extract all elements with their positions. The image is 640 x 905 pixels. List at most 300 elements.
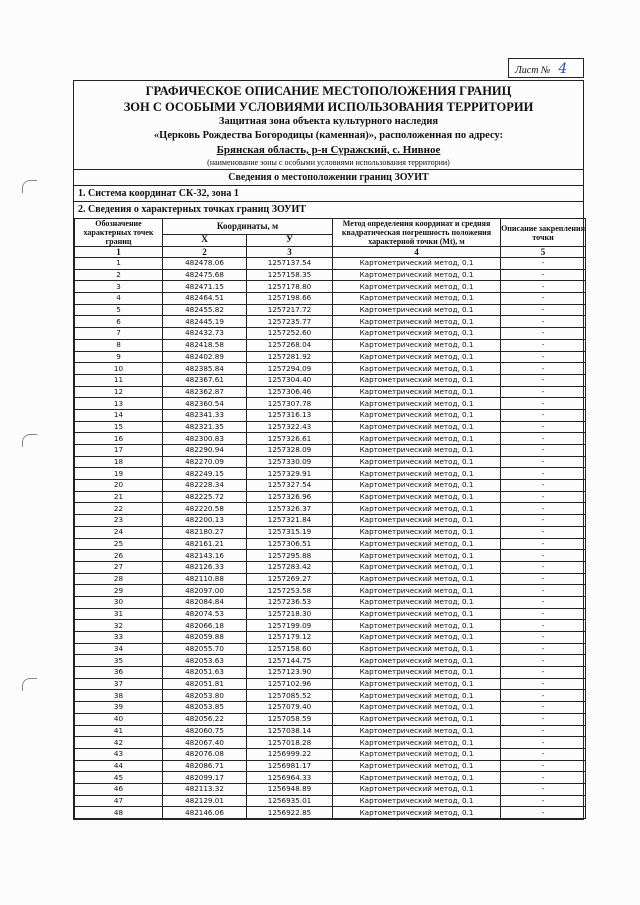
col-header-y: У (247, 235, 333, 247)
y-coord-cell: 1257158.60 (247, 643, 333, 655)
method-cell: Картометрический метод, 0.1 (333, 620, 501, 632)
method-cell: Картометрический метод, 0.1 (333, 596, 501, 608)
table-row (75, 632, 586, 644)
point-id-cell: 47 (75, 795, 163, 807)
point-id-cell: 39 (75, 702, 163, 714)
x-coord-cell: 482074.53 (163, 608, 247, 620)
col-number: 1 (75, 247, 163, 258)
x-coord-cell: 482464.51 (163, 293, 247, 305)
point-id-cell: 14 (75, 409, 163, 421)
x-coord-cell: 482418.58 (163, 339, 247, 351)
fixing-desc-cell: - (501, 550, 586, 562)
table-row (75, 421, 586, 433)
method-cell: Картометрический метод, 0.1 (333, 737, 501, 749)
method-cell: Картометрический метод, 0.1 (333, 561, 501, 573)
y-coord-cell: 1257058.59 (247, 713, 333, 725)
x-coord-cell: 482076.08 (163, 748, 247, 760)
y-coord-cell: 1257330.09 (247, 456, 333, 468)
fixing-desc-cell: - (501, 667, 586, 679)
table-row (75, 398, 586, 410)
table-row (75, 304, 586, 316)
point-id-cell: 17 (75, 445, 163, 457)
fixing-desc-cell: - (501, 783, 586, 795)
fixing-desc-cell: - (501, 526, 586, 538)
method-cell: Картометрический метод, 0.1 (333, 585, 501, 597)
fixing-desc-cell: - (501, 409, 586, 421)
point-id-cell: 21 (75, 491, 163, 503)
point-id-cell: 9 (75, 351, 163, 363)
method-cell: Картометрический метод, 0.1 (333, 456, 501, 468)
point-id-cell: 19 (75, 468, 163, 480)
table-row (75, 445, 586, 457)
y-coord-cell: 1257294.09 (247, 363, 333, 375)
y-coord-cell: 1257329.91 (247, 468, 333, 480)
y-coord-cell: 1257235.77 (247, 316, 333, 328)
y-coord-cell: 1257253.58 (247, 585, 333, 597)
fixing-desc-cell: - (501, 643, 586, 655)
fixing-desc-cell: - (501, 748, 586, 760)
table-row (75, 795, 586, 807)
table-row (75, 538, 586, 550)
x-coord-cell: 482367.61 (163, 374, 247, 386)
method-cell: Картометрический метод, 0.1 (333, 690, 501, 702)
x-coord-cell: 482051.81 (163, 678, 247, 690)
table-row (75, 339, 586, 351)
x-coord-cell: 482097.00 (163, 585, 247, 597)
table-row (75, 725, 586, 737)
point-id-cell: 48 (75, 807, 163, 819)
section-1: 1. Система координат СК-32, зона 1 (74, 186, 583, 202)
col-number: 2 (163, 247, 247, 258)
section-2: 2. Сведения о характерных точках границ ЗОУИТ (78, 204, 306, 215)
method-cell: Картометрический метод, 0.1 (333, 491, 501, 503)
table-row (75, 737, 586, 749)
y-coord-cell: 1256922.85 (247, 807, 333, 819)
table-row (75, 468, 586, 480)
fixing-desc-cell: - (501, 538, 586, 550)
x-coord-cell: 482432.73 (163, 328, 247, 340)
table-row (75, 748, 586, 760)
point-id-cell: 46 (75, 783, 163, 795)
y-coord-cell: 1257326.96 (247, 491, 333, 503)
method-cell: Картометрический метод, 0.1 (333, 760, 501, 772)
subtitle-line-2: «Церковь Рождества Богородицы (каменная)», расположенная по адресу: (153, 130, 504, 141)
point-id-cell: 44 (75, 760, 163, 772)
table-row (75, 772, 586, 784)
table-row (75, 316, 586, 328)
table-row (75, 561, 586, 573)
method-cell: Картометрический метод, 0.1 (333, 503, 501, 515)
fixing-desc-cell: - (501, 690, 586, 702)
y-coord-cell: 1257217.72 (247, 304, 333, 316)
x-coord-cell: 482290.94 (163, 445, 247, 457)
x-coord-cell: 482059.88 (163, 632, 247, 644)
y-coord-cell: 1257137.54 (247, 258, 333, 270)
x-coord-cell: 482455.82 (163, 304, 247, 316)
fixing-desc-cell: - (501, 561, 586, 573)
point-id-cell: 32 (75, 620, 163, 632)
method-cell: Картометрический метод, 0.1 (333, 339, 501, 351)
y-coord-cell: 1257327.54 (247, 480, 333, 492)
fixing-desc-cell: - (501, 807, 586, 819)
fixing-desc-cell: - (501, 269, 586, 281)
table-row (75, 573, 586, 585)
table-row (75, 620, 586, 632)
table-row (75, 281, 586, 293)
y-coord-cell: 1256964.33 (247, 772, 333, 784)
y-coord-cell: 1257179.12 (247, 632, 333, 644)
table-row (75, 760, 586, 772)
y-coord-cell: 1257328.09 (247, 445, 333, 457)
table-row (75, 433, 586, 445)
point-id-cell: 38 (75, 690, 163, 702)
method-cell: Картометрический метод, 0.1 (333, 643, 501, 655)
title-line-1: ГРАФИЧЕСКОЕ ОПИСАНИЕ МЕСТОПОЛОЖЕНИЯ ГРАНИЦ (145, 84, 512, 98)
table-row (75, 515, 586, 527)
fixing-desc-cell: - (501, 304, 586, 316)
x-coord-cell: 482086.71 (163, 760, 247, 772)
point-id-cell: 22 (75, 503, 163, 515)
point-id-cell: 37 (75, 678, 163, 690)
y-coord-cell: 1257269.27 (247, 573, 333, 585)
fixing-desc-cell: - (501, 374, 586, 386)
fixing-desc-cell: - (501, 398, 586, 410)
fixing-desc-cell: - (501, 678, 586, 690)
fixing-desc-cell: - (501, 702, 586, 714)
fixing-desc-cell: - (501, 737, 586, 749)
point-id-cell: 25 (75, 538, 163, 550)
table-row (75, 351, 586, 363)
method-cell: Картометрический метод, 0.1 (333, 386, 501, 398)
method-cell: Картометрический метод, 0.1 (333, 678, 501, 690)
method-cell: Картометрический метод, 0.1 (333, 538, 501, 550)
table-row (75, 480, 586, 492)
method-cell: Картометрический метод, 0.1 (333, 269, 501, 281)
point-id-cell: 26 (75, 550, 163, 562)
address: Брянская область, р-н Суражский, с. Нивное (216, 144, 441, 156)
x-coord-cell: 482053.85 (163, 702, 247, 714)
table-row (75, 409, 586, 421)
x-coord-cell: 482129.01 (163, 795, 247, 807)
x-coord-cell: 482200.13 (163, 515, 247, 527)
fixing-desc-cell: - (501, 585, 586, 597)
table-row (75, 667, 586, 679)
x-coord-cell: 482113.32 (163, 783, 247, 795)
method-cell: Картометрический метод, 0.1 (333, 480, 501, 492)
col-header-x: X (163, 235, 247, 247)
point-id-cell: 33 (75, 632, 163, 644)
point-id-cell: 16 (75, 433, 163, 445)
method-cell: Картометрический метод, 0.1 (333, 304, 501, 316)
x-coord-cell: 482362.87 (163, 386, 247, 398)
fixing-desc-cell: - (501, 281, 586, 293)
y-coord-cell: 1256935.01 (247, 795, 333, 807)
method-cell: Картометрический метод, 0.1 (333, 702, 501, 714)
method-cell: Картометрический метод, 0.1 (333, 281, 501, 293)
point-id-cell: 6 (75, 316, 163, 328)
fixing-desc-cell: - (501, 445, 586, 457)
x-coord-cell: 482161.21 (163, 538, 247, 550)
table-row (75, 363, 586, 375)
y-coord-cell: 1257268.04 (247, 339, 333, 351)
y-coord-cell: 1257326.61 (247, 433, 333, 445)
sheet-label: Лист № (515, 65, 551, 76)
table-row (75, 386, 586, 398)
fixing-desc-cell: - (501, 456, 586, 468)
point-id-cell: 30 (75, 596, 163, 608)
fixing-desc-cell: - (501, 503, 586, 515)
x-coord-cell: 482060.75 (163, 725, 247, 737)
x-coord-cell: 482055.70 (163, 643, 247, 655)
y-coord-cell: 1257304.40 (247, 374, 333, 386)
point-id-cell: 12 (75, 386, 163, 398)
col-header-coords: Координаты, м (163, 219, 333, 235)
y-coord-cell: 1257198.66 (247, 293, 333, 305)
fixing-desc-cell: - (501, 655, 586, 667)
point-id-cell: 11 (75, 374, 163, 386)
document-header (74, 81, 583, 170)
table-row (75, 783, 586, 795)
fixing-desc-cell: - (501, 795, 586, 807)
zone-note: (наименование зоны с особыми условиями использования территории) (207, 158, 450, 167)
y-coord-cell: 1257079.40 (247, 702, 333, 714)
x-coord-cell: 482146.06 (163, 807, 247, 819)
points-table-body (75, 258, 586, 819)
point-id-cell: 34 (75, 643, 163, 655)
punch-mark (22, 678, 37, 691)
x-coord-cell: 482110.88 (163, 573, 247, 585)
y-coord-cell: 1257218.30 (247, 608, 333, 620)
point-id-cell: 41 (75, 725, 163, 737)
method-cell: Картометрический метод, 0.1 (333, 608, 501, 620)
table-row (75, 702, 586, 714)
col-number: 4 (333, 247, 501, 258)
x-coord-cell: 482300.83 (163, 433, 247, 445)
table-row (75, 596, 586, 608)
y-coord-cell: 1257306.46 (247, 386, 333, 398)
method-cell: Картометрический метод, 0.1 (333, 795, 501, 807)
method-cell: Картометрический метод, 0.1 (333, 374, 501, 386)
x-coord-cell: 482321.35 (163, 421, 247, 433)
fixing-desc-cell: - (501, 468, 586, 480)
table-row (75, 690, 586, 702)
y-coord-cell: 1257085.52 (247, 690, 333, 702)
x-coord-cell: 482099.17 (163, 772, 247, 784)
y-coord-cell: 1257252.60 (247, 328, 333, 340)
fixing-desc-cell: - (501, 772, 586, 784)
fixing-desc-cell: - (501, 316, 586, 328)
point-id-cell: 24 (75, 526, 163, 538)
y-coord-cell: 1257322.43 (247, 421, 333, 433)
x-coord-cell: 482051.63 (163, 667, 247, 679)
method-cell: Картометрический метод, 0.1 (333, 409, 501, 421)
method-cell: Картометрический метод, 0.1 (333, 713, 501, 725)
subtitle-line-1: Защитная зона объекта культурного наследия (218, 116, 439, 127)
table-row (75, 328, 586, 340)
x-coord-cell: 482053.80 (163, 690, 247, 702)
y-coord-cell: 1257316.13 (247, 409, 333, 421)
x-coord-cell: 482402.89 (163, 351, 247, 363)
method-cell: Картометрический метод, 0.1 (333, 526, 501, 538)
method-cell: Картометрический метод, 0.1 (333, 328, 501, 340)
point-id-cell: 4 (75, 293, 163, 305)
y-coord-cell: 1257315.19 (247, 526, 333, 538)
fixing-desc-cell: - (501, 713, 586, 725)
y-coord-cell: 1257281.92 (247, 351, 333, 363)
fixing-desc-cell: - (501, 608, 586, 620)
x-coord-cell: 482225.72 (163, 491, 247, 503)
fixing-desc-cell: - (501, 632, 586, 644)
table-row (75, 608, 586, 620)
method-cell: Картометрический метод, 0.1 (333, 445, 501, 457)
method-cell: Картометрический метод, 0.1 (333, 725, 501, 737)
fixing-desc-cell: - (501, 760, 586, 772)
fixing-desc-cell: - (501, 258, 586, 270)
x-coord-cell: 482056.22 (163, 713, 247, 725)
fixing-desc-cell: - (501, 515, 586, 527)
table-row (75, 550, 586, 562)
table-row (75, 526, 586, 538)
fixing-desc-cell: - (501, 480, 586, 492)
y-coord-cell: 1257038.14 (247, 725, 333, 737)
point-id-cell: 42 (75, 737, 163, 749)
y-coord-cell: 1257326.37 (247, 503, 333, 515)
table-row (75, 293, 586, 305)
point-id-cell: 31 (75, 608, 163, 620)
title-line-2: ЗОН С ОСОБЫМИ УСЛОВИЯМИ ИСПОЛЬЗОВАНИЯ ТЕРРИТОРИИ (123, 100, 534, 114)
table-row (75, 269, 586, 281)
fixing-desc-cell: - (501, 328, 586, 340)
y-coord-cell: 1257144.75 (247, 655, 333, 667)
table-row (75, 503, 586, 515)
y-coord-cell: 1257236.53 (247, 596, 333, 608)
y-coord-cell: 1257158.35 (247, 269, 333, 281)
y-coord-cell: 1257178.80 (247, 281, 333, 293)
method-cell: Картометрический метод, 0.1 (333, 363, 501, 375)
fixing-desc-cell: - (501, 596, 586, 608)
point-id-cell: 27 (75, 561, 163, 573)
point-id-cell: 10 (75, 363, 163, 375)
x-coord-cell: 482067.40 (163, 737, 247, 749)
point-id-cell: 8 (75, 339, 163, 351)
col-header-desc: Описание закрепления точки (501, 219, 586, 247)
x-coord-cell: 482475.68 (163, 269, 247, 281)
point-id-cell: 40 (75, 713, 163, 725)
sheet-number: 4 (558, 61, 568, 77)
x-coord-cell: 482360.54 (163, 398, 247, 410)
point-id-cell: 2 (75, 269, 163, 281)
method-cell: Картометрический метод, 0.1 (333, 807, 501, 819)
table-row (75, 713, 586, 725)
method-cell: Картометрический метод, 0.1 (333, 316, 501, 328)
table-row (75, 643, 586, 655)
table-row (75, 585, 586, 597)
x-coord-cell: 482471.15 (163, 281, 247, 293)
fixing-desc-cell: - (501, 293, 586, 305)
col-number: 5 (501, 247, 586, 258)
method-cell: Картометрический метод, 0.1 (333, 783, 501, 795)
table-row (75, 678, 586, 690)
y-coord-cell: 1257199.09 (247, 620, 333, 632)
punch-mark (22, 180, 37, 193)
fixing-desc-cell: - (501, 573, 586, 585)
fixing-desc-cell: - (501, 620, 586, 632)
point-id-cell: 28 (75, 573, 163, 585)
x-coord-cell: 482066.18 (163, 620, 247, 632)
method-cell: Картометрический метод, 0.1 (333, 632, 501, 644)
method-cell: Картометрический метод, 0.1 (333, 748, 501, 760)
method-cell: Картометрический метод, 0.1 (333, 515, 501, 527)
x-coord-cell: 482341.33 (163, 409, 247, 421)
method-cell: Картометрический метод, 0.1 (333, 772, 501, 784)
y-coord-cell: 1257283.42 (247, 561, 333, 573)
point-id-cell: 35 (75, 655, 163, 667)
y-coord-cell: 1257102.96 (247, 678, 333, 690)
x-coord-cell: 482445.19 (163, 316, 247, 328)
col-number: 3 (247, 247, 333, 258)
fixing-desc-cell: - (501, 386, 586, 398)
point-id-cell: 7 (75, 328, 163, 340)
x-coord-cell: 482084.84 (163, 596, 247, 608)
y-coord-cell: 1257018.28 (247, 737, 333, 749)
table-row (75, 258, 586, 270)
table-row (75, 374, 586, 386)
table-row (75, 655, 586, 667)
method-cell: Картометрический метод, 0.1 (333, 468, 501, 480)
x-coord-cell: 482143.16 (163, 550, 247, 562)
fixing-desc-cell: - (501, 491, 586, 503)
point-id-cell: 36 (75, 667, 163, 679)
y-coord-cell: 1257307.78 (247, 398, 333, 410)
y-coord-cell: 1257123.90 (247, 667, 333, 679)
method-cell: Картометрический метод, 0.1 (333, 398, 501, 410)
x-coord-cell: 482385.84 (163, 363, 247, 375)
point-id-cell: 13 (75, 398, 163, 410)
fixing-desc-cell: - (501, 351, 586, 363)
point-id-cell: 18 (75, 456, 163, 468)
method-cell: Картометрический метод, 0.1 (333, 421, 501, 433)
punch-mark (22, 434, 37, 447)
col-header-method: Метод определения координат и средняя квадратическая погрешность положения характерной точки (Мt), м (333, 219, 501, 247)
y-coord-cell: 1256948.89 (247, 783, 333, 795)
point-id-cell: 5 (75, 304, 163, 316)
point-id-cell: 29 (75, 585, 163, 597)
point-id-cell: 20 (75, 480, 163, 492)
method-cell: Картометрический метод, 0.1 (333, 258, 501, 270)
method-cell: Картометрический метод, 0.1 (333, 667, 501, 679)
point-id-cell: 43 (75, 748, 163, 760)
method-cell: Картометрический метод, 0.1 (333, 433, 501, 445)
y-coord-cell: 1257295.88 (247, 550, 333, 562)
fixing-desc-cell: - (501, 433, 586, 445)
table-row (75, 456, 586, 468)
document-frame (73, 80, 584, 820)
point-id-cell: 45 (75, 772, 163, 784)
y-coord-cell: 1256999.22 (247, 748, 333, 760)
x-coord-cell: 482270.09 (163, 456, 247, 468)
fixing-desc-cell: - (501, 725, 586, 737)
x-coord-cell: 482249.15 (163, 468, 247, 480)
point-id-cell: 1 (75, 258, 163, 270)
points-table (74, 218, 586, 819)
sheet-number-box (508, 58, 584, 78)
x-coord-cell: 482180.27 (163, 526, 247, 538)
method-cell: Картометрический метод, 0.1 (333, 293, 501, 305)
fixing-desc-cell: - (501, 421, 586, 433)
x-coord-cell: 482478.06 (163, 258, 247, 270)
x-coord-cell: 482053.63 (163, 655, 247, 667)
y-coord-cell: 1256981.17 (247, 760, 333, 772)
